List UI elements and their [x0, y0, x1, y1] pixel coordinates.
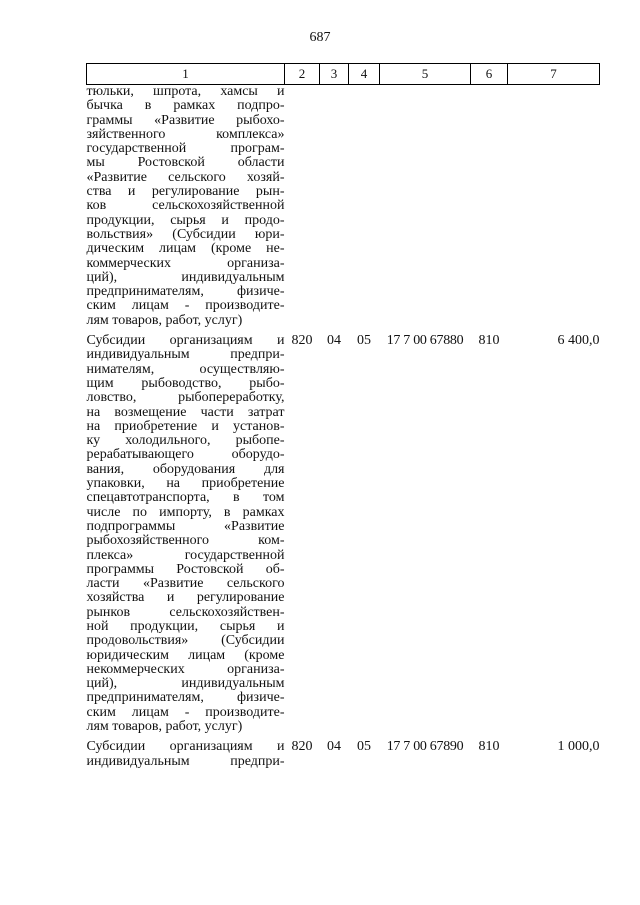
description-line: числе по импорту, в рамках [86, 504, 285, 520]
column-header-6: 6 [471, 64, 508, 85]
description-line: рынков сельскохозяйствен- [86, 604, 285, 620]
description-line: ной продукции, сырья и [86, 618, 285, 634]
description-line: коммерческих организа- [86, 255, 285, 271]
description-line: ку холодильного, рыбопе- [86, 433, 285, 449]
description-line: «Развитие сельского хозяй- [86, 169, 285, 185]
description-line: на приобретение и установ- [86, 418, 285, 434]
description-line: ским лицам - производите- [86, 704, 285, 720]
description-line: Субсидии организациям и [86, 739, 285, 755]
description-line: вания, оборудования для [86, 461, 285, 477]
description-line: лям товаров, работ, услуг) [86, 312, 243, 328]
description-line: спецавтотранспорта, в том [86, 490, 285, 506]
row-admin-code: 820 [291, 739, 313, 755]
description-line: индивидуальным предпри- [86, 347, 285, 363]
description-line: Субсидии организациям и [86, 333, 285, 349]
column-header-4: 4 [349, 64, 380, 85]
row-amount [508, 85, 600, 329]
column-header-5: 5 [380, 64, 471, 85]
row-expense-type: 810 [478, 333, 500, 349]
row-amount: 6 400,0 [557, 333, 600, 349]
description-line: ства и регулирование рын- [86, 184, 285, 200]
description-line: нимателям, осуществляю- [86, 361, 285, 377]
description-line: плекса» государственной [86, 547, 285, 563]
row-amount: 1 000,0 [557, 739, 600, 755]
column-number-row [87, 64, 600, 85]
row-subsection-code: 05 [357, 333, 371, 349]
description-line: индивидуальным предпри- [86, 753, 285, 769]
description-line: юридическим лицам (кроме [86, 647, 285, 663]
row-section-code [320, 85, 349, 329]
description-line: граммы «Развитие рыбохо- [86, 112, 285, 128]
description-line: ловство, рыбопереработку, [86, 390, 285, 406]
row-admin-code [285, 85, 320, 329]
table-row [87, 334, 600, 734]
description-line: вольствия» (Субсидии юри- [86, 226, 285, 242]
description-line: зяйственного комплекса» [86, 126, 285, 142]
description-line: продукции, сырья и продо- [86, 212, 285, 228]
table-body [87, 85, 600, 769]
row-subsection-code: 05 [357, 739, 371, 755]
description-line: подпрограммы «Развитие [86, 518, 285, 534]
description-line: ций), индивидуальным [86, 269, 285, 285]
description-line: продовольствия» (Субсидии [86, 633, 285, 649]
description-line: рерабатывающего оборудо- [86, 447, 285, 463]
row-expense-type: 810 [478, 739, 500, 755]
description-line: щим рыбоводство, рыбо- [86, 375, 285, 391]
budget-table [86, 63, 600, 769]
description-line: ласти «Развитие сельского [86, 576, 285, 592]
column-header-7: 7 [508, 64, 600, 85]
table-row [87, 85, 600, 329]
column-header-2: 2 [285, 64, 320, 85]
description-line: некоммерческих организа- [86, 661, 285, 677]
row-section-code: 04 [327, 739, 341, 755]
row-target-article: 17 7 00 67890 [386, 739, 464, 755]
column-header-3: 3 [320, 64, 349, 85]
row-target-article: 17 7 00 67880 [386, 333, 464, 349]
description-line: предпринимателям, физиче- [86, 284, 285, 300]
row-description [87, 85, 285, 329]
row-section-code: 04 [327, 333, 341, 349]
description-line: тюльки, шпрота, хамсы и [86, 84, 285, 99]
description-line: ков сельскохозяйственной [86, 198, 285, 214]
description-line: на возмещение части затрат [86, 404, 285, 420]
row-description [87, 740, 285, 769]
description-line: ским лицам - производите- [86, 298, 285, 314]
row-admin-code: 820 [291, 333, 313, 349]
column-header-1: 1 [87, 64, 285, 85]
description-line: мы Ростовской области [86, 155, 285, 171]
description-line: предпринимателям, физиче- [86, 690, 285, 706]
row-target-article [380, 85, 471, 329]
description-line: хозяйства и регулирование [86, 590, 285, 606]
description-line: рыбохозяйственного ком- [86, 533, 285, 549]
description-line: лям товаров, работ, услуг) [86, 719, 243, 735]
description-line: бычка в рамках подпро- [86, 98, 285, 114]
row-subsection-code [349, 85, 380, 329]
page-number: 687 [309, 30, 331, 45]
description-line: дическим лицам (кроме не- [86, 241, 285, 257]
description-line: программы Ростовской об- [86, 561, 285, 577]
row-description [87, 334, 285, 734]
description-line: ций), индивидуальным [86, 676, 285, 692]
table-row [87, 740, 600, 769]
description-line: государственной програм- [86, 141, 285, 157]
description-line: упаковки, на приобретение [86, 476, 285, 492]
row-expense-type [471, 85, 508, 329]
